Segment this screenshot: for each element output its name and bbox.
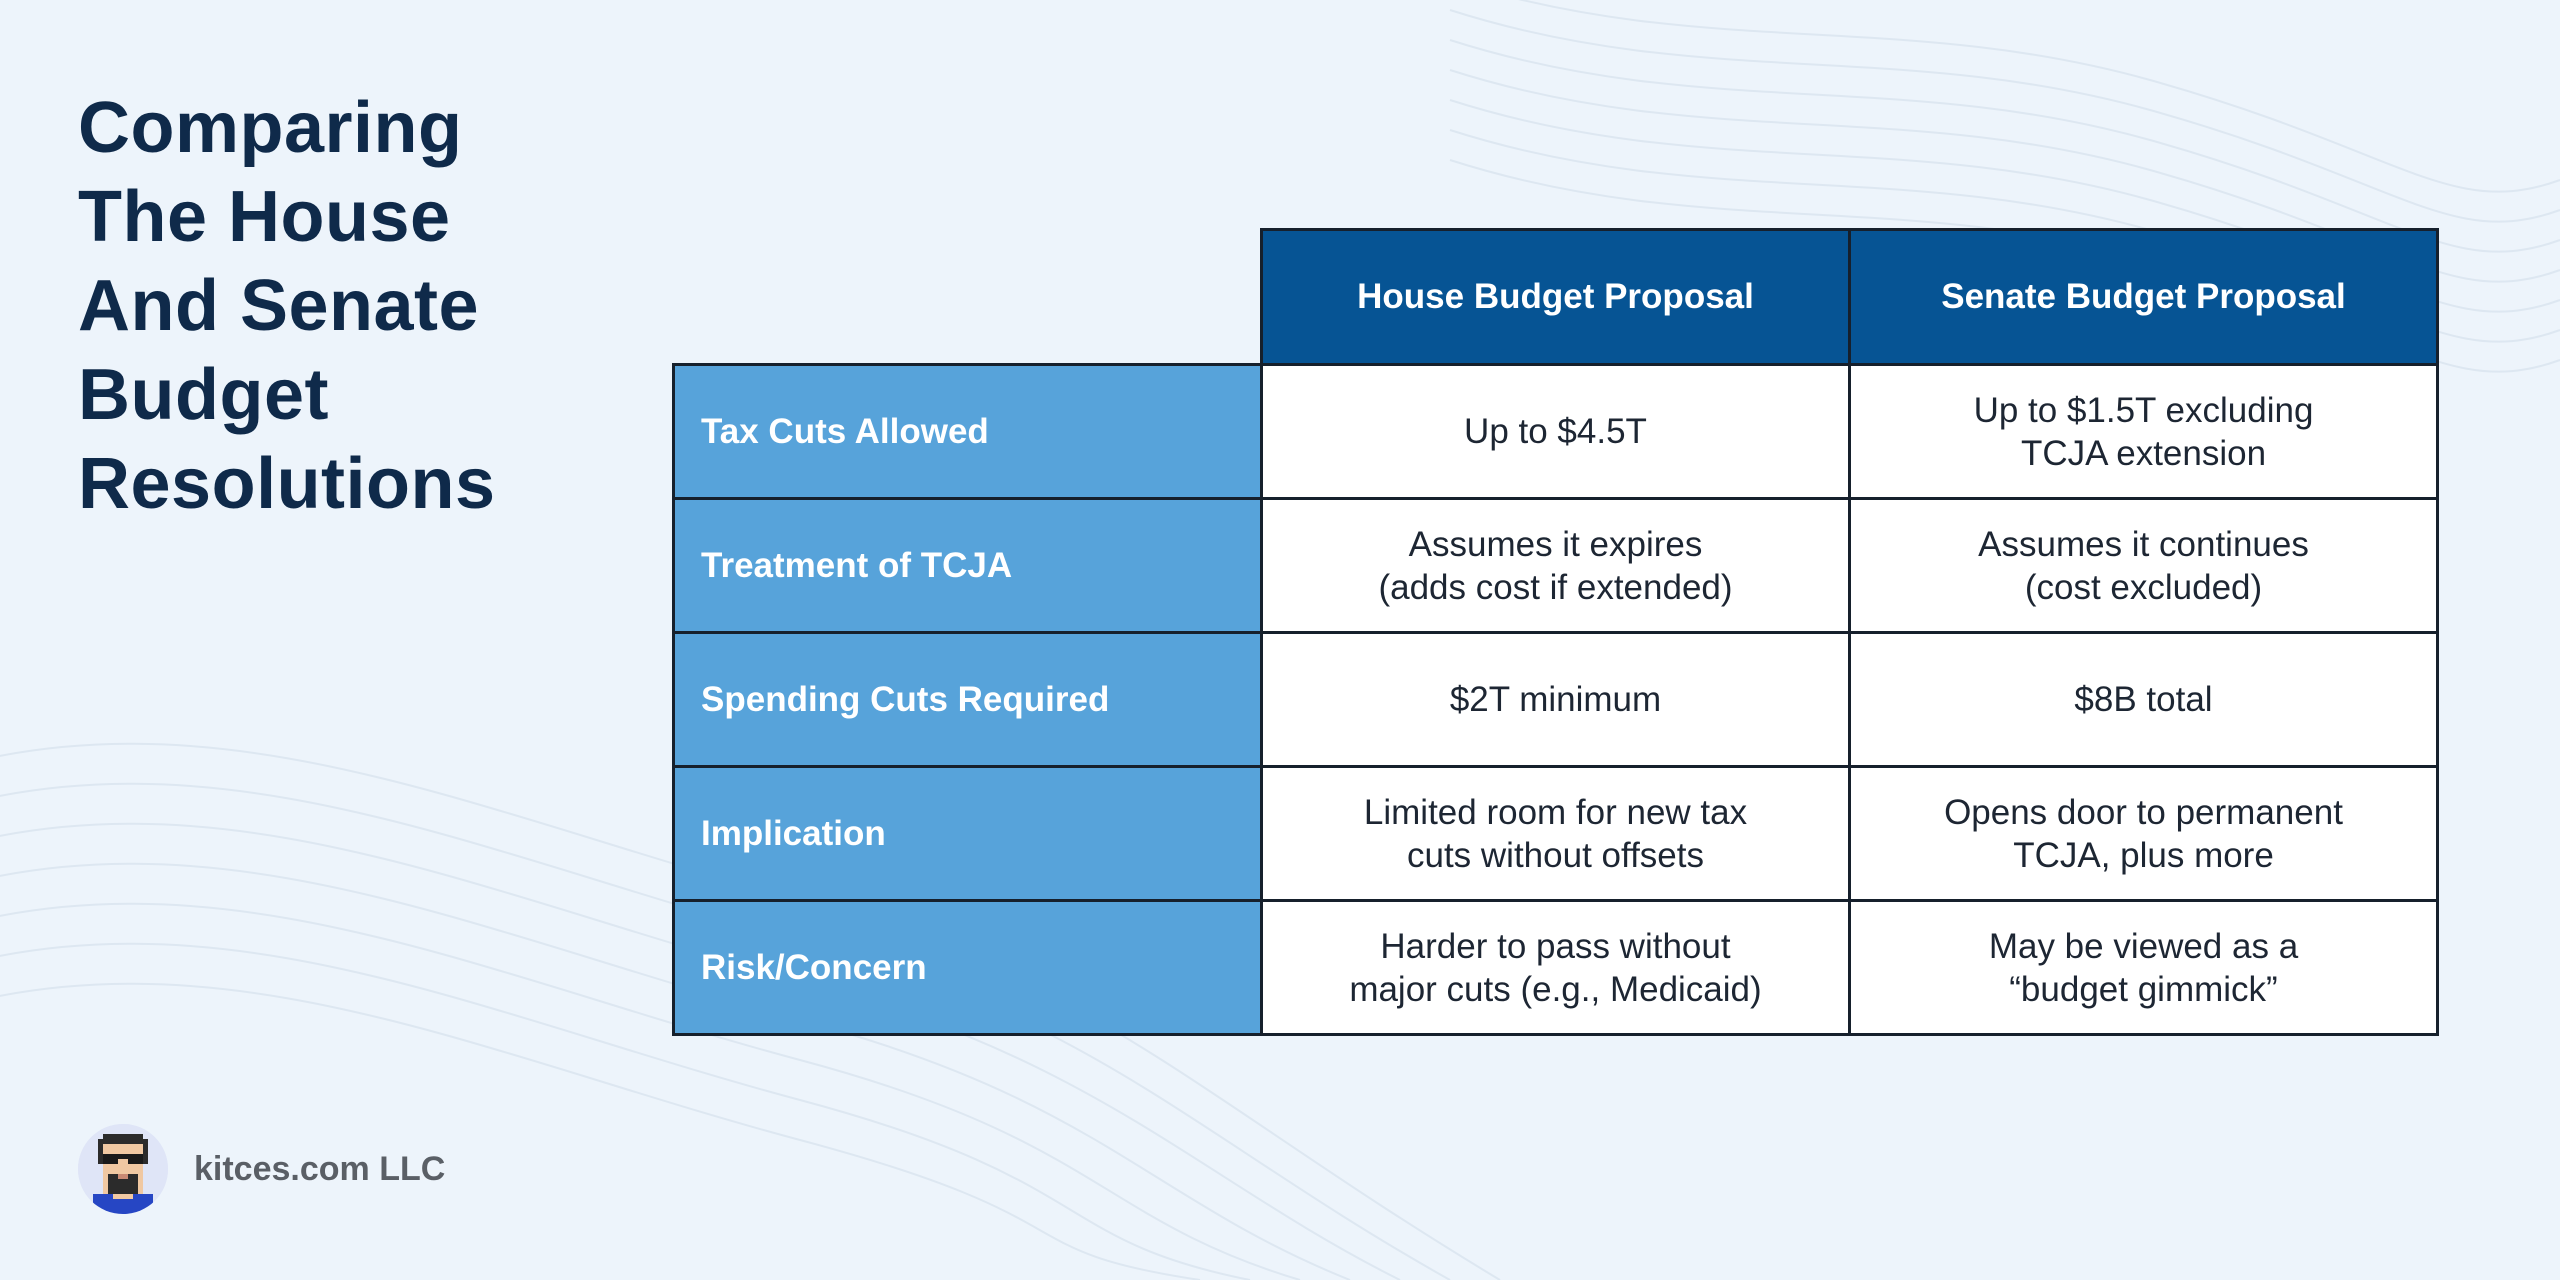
senate-cell (1850, 901, 2438, 1035)
house-cell (1262, 901, 1850, 1035)
cell-line: Harder to pass without (1380, 926, 1731, 966)
title-line: Comparing (78, 88, 463, 168)
cell-line: (cost excluded) (2024, 567, 2263, 607)
column-header-senate: Senate Budget Proposal (1850, 230, 2438, 365)
row-label: Implication (674, 767, 1262, 901)
cell-line: Assumes it continues (1978, 524, 2309, 564)
table-row (674, 499, 2438, 633)
pixel-avatar-icon (78, 1124, 168, 1214)
house-cell (1262, 633, 1850, 767)
senate-cell (1850, 365, 2438, 499)
row-label: Treatment of TCJA (674, 499, 1262, 633)
cell-line: Up to $1.5T excluding (1973, 390, 2314, 430)
cell-line: “budget gimmick” (2009, 969, 2278, 1009)
cell-line: May be viewed as a (1988, 926, 2299, 966)
comparison-table (672, 228, 2439, 1036)
senate-cell (1850, 633, 2438, 767)
empty-corner-cell (674, 230, 1262, 365)
table-row (674, 365, 2438, 499)
cell-line: major cuts (e.g., Medicaid) (1349, 969, 1762, 1009)
cell-line: Up to $4.5T (1464, 412, 1647, 451)
table-row (674, 633, 2438, 767)
cell-line: TCJA, plus more (2013, 835, 2274, 875)
title-line: Resolutions (78, 444, 496, 524)
cell-line: $2T minimum (1449, 680, 1662, 719)
cell-line: $8B total (2074, 680, 2213, 719)
page-title (78, 84, 638, 529)
house-cell (1262, 499, 1850, 633)
table-row (674, 767, 2438, 901)
cell-line: Limited room for new tax (1363, 792, 1748, 832)
house-cell (1262, 365, 1850, 499)
cell-line: cuts without offsets (1406, 835, 1704, 875)
row-label: Risk/Concern (674, 901, 1262, 1035)
senate-cell (1850, 767, 2438, 901)
house-cell (1262, 767, 1850, 901)
row-label: Tax Cuts Allowed (674, 365, 1262, 499)
row-label: Spending Cuts Required (674, 633, 1262, 767)
title-line: The House (78, 177, 451, 257)
title-line: Budget (78, 355, 329, 435)
cell-line: TCJA extension (2020, 433, 2267, 473)
title-line: And Senate (78, 266, 480, 346)
cell-line: Opens door to permanent (1944, 792, 2343, 832)
column-header-house: House Budget Proposal (1262, 230, 1850, 365)
senate-cell (1850, 499, 2438, 633)
brand-text: kitces.com LLC (194, 1149, 446, 1188)
cell-line: Assumes it expires (1408, 524, 1703, 564)
table-row (674, 901, 2438, 1035)
cell-line: (adds cost if extended) (1378, 567, 1733, 607)
header-row (674, 230, 2438, 365)
footer-brand (78, 1124, 445, 1214)
